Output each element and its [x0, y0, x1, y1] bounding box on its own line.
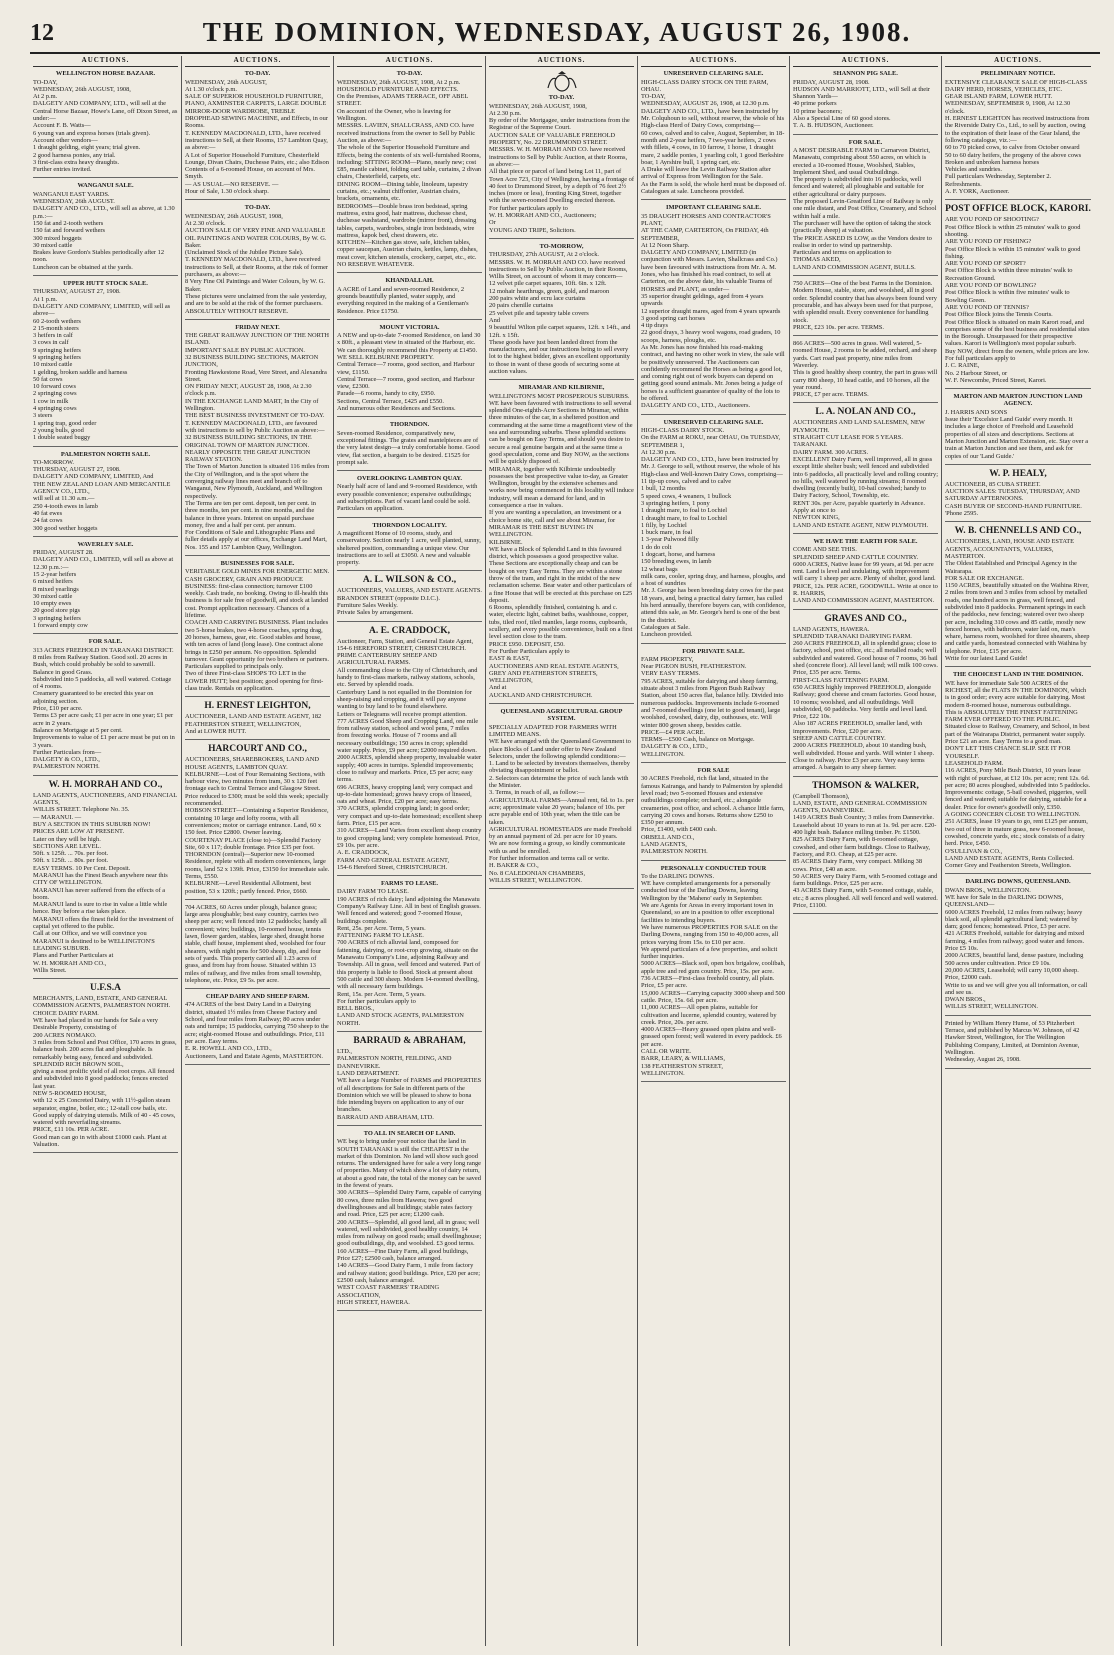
- notice-heading: U.F.S.A: [89, 983, 122, 994]
- notice-body: A magnificent Home of 10 rooms, study, and conservatory. Section nearly 1 acre, well planted, sunny, sheltered position, commanding a unique view. Our instructions are to sell at £3050. A new and valuable property.: [337, 529, 481, 567]
- notice-h-ernest-leighton: [185, 701, 330, 740]
- notice-waverley-sale: [33, 541, 178, 635]
- notice-heading: TO-DAY.: [244, 70, 271, 78]
- notice-body: THURSDAY, 27th AUGUST, At 2 o'clock. MESSRS. W. H. MORRAH AND CO. have received instructions to Sell by Public Auction, in their Rooms, Willis Street, on account of whom it may concern— 12 velvet pile carpet squares, 10ft. 6in. x 12ft. 12 mohair hearthrugs, green, gold, and maroon 200 pairs white and ecru lace curtains 20 pairs chenille curtains 25 velvet pile and tapestry table covers And 9 beautiful Wilton pile carpet squares, 12ft. x 14ft., and 12ft. x 15ft. These goods have just been landed direct from the manufacturers, and our instructions being to sell every lot to the highest bidder, gives an excellent opportunity to those in want of these goods of securing some at auction values.: [489, 251, 631, 375]
- notice-heading: UNRESERVED CLEARING SALE.: [663, 70, 764, 78]
- notice-overlooking-lambton-quay: [337, 475, 482, 517]
- notice-body: LAND AGENTS, HAWERA. SPLENDID TARANAKI DAIRYING FARM. 260 ACRES FREEHOLD, all in splendid grass; close to factory, school, post office, etc.; all metalled roads; well subdivided and watered. Good house of 7 rooms, 36 bail shed (concrete floor). All level land; will milk 100 cows. Price, £35 per acre. Terms. FIRST-CLASS FATTENING FARM. 650 ACRES highly improved FREEHOLD, alongside Railway; good cheese and cream factories. Good house, 10 rooms; woolshed, and all outbuildings. Well subdivided, 60 paddocks. Very fertile and level land. Price, £22 10s. Also 187 ACRES FREEHOLD, smaller land, with improvements. Price, £20 per acre. SHEEP AND CATTLE COUNTRY. 2000 ACRES FREEHOLD, about 10 standing bush, well subdivided. House and yards. Will winter 1 sheep. Close to railway. Price £3 per acre. Very easy terms arranged. A bargain to any sheep farmer.: [793, 625, 938, 772]
- notice-body: DAIRY FARM TO LEASE. 190 ACRES of rich dairy; land adjoining the Manawatu Company's Railway Line. All in best of English grasses. Well fenced and watered; good 7-roomed House, buildings complete. Rent, 25s. per Acre. Term, 5 years. FATTENING FARM TO LEASE. 700 ACRES of rich alluvial land, composed for fattening, dairying, or root-crop growing, situate on the Manawatu Company's Line, adjoining Railway and Township. All in grass, well fenced and watered. Part of this property is liable to flood. Stock at present about 500 cattle and 300 sheep. Modern 14-roomed dwelling, with all necessary farm buildings. Rent, 15s. per Acre. Term, 5 years. For further particulars apply to BELL BROS., LAND AND STOCK AGENTS, PALMERSTON NORTH.: [337, 888, 481, 1027]
- notice-heading: FOR PRIVATE SALE.: [682, 647, 745, 655]
- notice-body: AUCTIONEERS, LAND, HOUSE AND ESTATE AGENTS, ACCOUNTANTS, VALUERS, MASTERTON. The Oldest Established and Principal Agency in the Wairarapa. FOR SALE OR EXCHANGE. 1150 ACRES, beautifully situated on the Waihina River, 2 miles from town and 3 miles from school by metalled roads, one hundred acres in grass, well fenced, and subdivided into 8 paddocks. Permanent springs in each of the paddocks, new fencing; watered over two sheep per acre, including 310 cows and 85 cattle, mostly new fenced homes, with bathroom, water laid on, man's whare, harness room, woolshed for three shearers, sheep and cattle yards, homestead connected with Waihina by telephone. Price, £15 per acre. Write for our latest Land Guide!: [945, 538, 1090, 663]
- notice-a-l-wilson-co: [337, 575, 482, 621]
- notice-heading: DARLING DOWNS, QUEENSLAND.: [965, 878, 1071, 886]
- notice-a-e-craddock: [337, 626, 482, 877]
- notice-friday-next: [185, 324, 330, 556]
- notice-graves-and-co: [793, 614, 938, 777]
- notice-body: EXTENSIVE CLEARANCE SALE OF HIGH-CLASS DAIRY HERD, HORSES, VEHICLES, ETC. GEAR ISLAND FARM, LOWER HUTT. WEDNESDAY, SEPTEMBER 9, 1908, At 12.30 o'clock. H. ERNEST LEIGHTON has received instructions from the Riverside Dairy Co., Ltd., to sell by auction, owing to the expiration of their lease of the Gear Island, the following catalogue, viz.:— 60 to 70 picked cows, to calve from October onward 50 to 60 dairy heifers, the progeny of the above cows Broken and unbroken harness horses Vehicles and sundries. Full particulars Wednesday, September 2. Refreshments. A. F. YORK, Auctioneer.: [945, 78, 1090, 196]
- notice-750-acres-one-of-the-best-farms-in-the-d: [793, 280, 938, 336]
- column-6: [790, 56, 942, 1646]
- notice-heading: UNRESERVED CLEARING SALE.: [663, 418, 764, 426]
- notice-queensland-agricultural-group-system: [489, 708, 634, 889]
- notice-shannon-pig-sale: [793, 70, 938, 134]
- notice-heading: GRAVES AND CO.,: [824, 613, 907, 624]
- notice-body: WEDNESDAY, 26th AUGUST, At 1.30 o'clock p.m. SALE OF SUPERIOR HOUSEHOLD FURNITURE, PIANO, AXMINSTER CARPETS, LARGE DOUBLE MIRROR-DOOR WARDROBE, TREBLE DROPHEAD SEWING MACHINE, and Effects, in our Rooms. T. KENNEDY MACDONALD, LTD., have received instructions to Sell, at their Rooms, 157 Lambton Quay, as above:— A Lot of Superior Household Furniture, Chesterfield Lounge, Divan Chairs, Duchesse Pairs, etc.; also Edison Contents of a 6-roomed House, on account of Mrs. Smyth. — AS USUAL—NO RESERVE. — Hour of Sale, 1.30 o'clock sharp.: [185, 78, 329, 196]
- notice-to-day: [489, 94, 634, 239]
- column-4: [486, 56, 638, 1646]
- column-7: [942, 56, 1094, 1646]
- notice-body: LTD., PALMERSTON NORTH, FEILDING, AND DANNEVIRKE. LAND DEPARTMENT. WE have a large Number of FARMS and PROPERTIES of all descriptions for Sale in different parts of the Dominion which we will be pleased to show to bona fide intending buyers on application to any of our branches. BARRAUD AND ABRAHAM, LTD.: [337, 1048, 482, 1121]
- notice-l-a-nolan-and-co: [793, 407, 938, 533]
- notice-body: FRIDAY, AUGUST 28. DALGETY AND CO., LIMITED, will sell as above at 12.30 p.m.:— 15 2-year heifers 6 mixed heifers 8 mixed yearlings 30 mixed cattle 10 empty ewes 20 good store pigs 3 springing heifers 1 forward empty cow: [33, 549, 174, 630]
- notice-businesses-for-sale: [185, 560, 330, 697]
- notice-heading: TO-DAY.: [244, 204, 271, 212]
- notice-body: Auctioneer, Farm, Station, and General Estate Agent, 154-6 HEREFORD STREET, CHRISTCHURCH. PRIME CANTERBURY SHEEP AND AGRICULTURAL FARMS. All commanding close to the City of Christchurch, and handy to first-class markets, railway stations, schools, etc. Served by splendid roads. Canterbury Land is not equalled in the Dominion for sheep-raising and cropping, and it will pay anyone wanting to buy land to be found elsewhere. Letters or Telegrams will receive prompt attention. 777 ACRES Good Sheep and Cropping Land, one mile from railway station, school and wool pens, 7 miles from freezing works. House of 7 rooms and all necessary outbuildings; 150 acres in crop; splendid water supply. Price, £9 per acre; £2000 required down. 2000 ACRES, splendid sheep property, invaluable water supply; 400 acres in turnips. Splendid improvements; close to railway and markets. Price, £5 per acre; easy terms. 696 ACRES, heavy cropping land; very compact and up-to-date homestead; grows heavy crops of linseed, oats and wheat. Price, £20 per acre; easy terms. 370 ACRES, splendid cropping land; in good order; very compact and up-to-date homestead; excellent sheep farm. Price, £15 per acre. 310 ACRES—Land Varies from excellent sheep country to good cropping land; very complete homestead. Price, £9 10s. per acre. A. E. CRADDOCK, FARM AND GENERAL ESTATE AGENT, 154-6 Hereford Street, CHRISTCHURCH.: [337, 637, 482, 871]
- notice-preliminary-notice: [945, 70, 1091, 200]
- notice-body: FARM PROPERTY, Near PIGEON BUSH, FEATHERSTON. VERY EASY TERMS. 795 ACRES, suitable for dairying and sheep farming, situate about 3 miles from Pigeon Bush Railway Station, about 150 acres flat, balance hilly. Divided into numerous paddocks. Improvements include 6-roomed and 7-roomed dwellings (one let to good tenant), large woolshed, cowshed, dairy, dip, outhouses, etc. Will winter 800 grown sheep, besides cattle. PRICE—£4 PER ACRE. TERMS—£500 Cash, balance on Mortgage. DALGETY & CO., LTD., WELLINGTON.: [641, 655, 784, 758]
- notice-heading: WANGANUI SALE.: [77, 182, 134, 190]
- notice-heading: PRELIMINARY NOTICE.: [980, 70, 1056, 78]
- notice-wanganui-sale: [33, 182, 178, 276]
- notice-body: 313 ACRES FREEHOLD IN TARANAKI DISTRICT. 8 miles from Railway Station. Good soil. 20 acres in Bush, which could probably be sold to sawmill. Balance in good Grass. Subdivided into 5 paddocks, all well watered. Cottage of 4 rooms. Creamery guaranteed to be erected this year on adjoining section. Price, £10 per acre. Terms £3 per acre cash; £1 per acre in one year; £1 per acre in 2 years. Balance on Mortgage at 5 per cent. Improvements to value of £1 per acre must be put on in 3 years. Further Particulars from— DALGETY & CO., LTD., PALMERSTON NORTH.: [33, 646, 175, 771]
- notice-body: THURSDAY, AUGUST 27, 1908. At 1 p.m. DALGETY AND COMPANY, LIMITED, will sell as above— 60 2-tooth wethers 2 15-month steers 3 heifers in calf 3 cows in calf 9 springing heifers 9 springing heifers 10 mixed cattle 1 gelding, broken saddle and harness 50 fat cows 10 forward cows 2 springing cows 1 cow in milk 4 springing cows 3 steers 1 spring trap, good order 2 young bulls, good 1 double seated buggy: [33, 288, 171, 442]
- notice-barraud-abraham: [337, 1036, 482, 1126]
- notice-heading: TO-MORROW,: [539, 242, 584, 250]
- notice-body: HIGH-CLASS DAIRY STOCK. On the FARM at ROKU, near OHAU, On TUESDAY, SEPTEMBER 1, At 12.30 p.m. DALGETY AND CO., LTD., have been instructed by Mr. J. George to sell, without reserve, the whole of his High-class and Well-known Dairy Cows, comprising— 11 tip-up cows, calved and to calve 1 bull, 12 months 5 speed cows, 4 weaners, 1 bullock 3 springing heifers, 1 pony 1 draught mare, to foal to Lochiel 1 draught mare, to foal to Lochiel 1 filly, by Lochiel 1 buck mare, in foal 1 3-year Pulwood filly 1 do do colt 1 dogcart, horse, and harness 150 breeding ewes, in lamb 12 wheat bags milk cans, cooler, spring dray, and harness, ploughs, and a host of sundries Mr. J. George has been breeding dairy cows for the past 18 years, and, being a practical dairy farmer, has culled his herd annually, therefore buyers can, with confidence, attend this sale, as Mr. George's herd is one of the best in the district. Catalogues at Sale. Luncheon provided.: [641, 426, 786, 639]
- notice-heading: FOR SALE: [697, 767, 730, 775]
- notice-body: A MOST DESIRABLE FARM in Carnarvon District, Manawatu, comprising about 550 acres, on which is erected a 10-roomed House, Woolshed, Stables, Implement Shed, and usual Outbuildings. The property is subdivided into 16 paddocks, well fenced and watered; all ploughable and suitable for either agricultural or dairy purposes. The proposed Levin-Greatford Line of Railway is only one mile distant, and Post Office, Creamery, and School within half a mile. The purchaser will have the option of taking the stock (practically sheep) at valuation. The PRICE ASKED IS LOW, as the Vendors desire to realise in order to wind up partnership. Particulars and terms on application to THOMAS AKED, LAND AND COMMISSION AGENT, BULLS.: [793, 146, 937, 271]
- notice-body: TO-MORROW. THURSDAY, AUGUST 27, 1908. DALGETY AND COMPANY, LIMITED, And THE NEW ZEALAND LOAN AND MERCANTILE AGENCY CO., LTD., will sell at 11.30 a.m.— 250 4-tooth ewes in lamb 40 fat ewes 24 fat cows 300 good wether hoggets: [33, 458, 171, 532]
- notice-heading: TO-DAY.: [548, 94, 575, 102]
- notice-u-f-s-a: [33, 983, 178, 1153]
- notice-heading: THOMSON & WALKER,: [812, 780, 919, 791]
- column-5: [638, 56, 790, 1646]
- notice-body: 35 DRAUGHT HORSES AND CONTRACTOR'S PLANT, AT THE CAMP, CARTERTON, On FRIDAY, 4th SEPTEMBER, At 12 Noon Sharp. DALGETY AND COMPANY, LIMITED (in conjunction with Messrs. Lavien, Shallcrass and Co.) have been favoured with instructions from Mr. A. M. Jones, who has finished his road contract, to sell at Carterton, on the above date, his valuable Teams of HORSES and PLANT, as under— 35 superior draught geldings, aged from 4 years upwards 12 superior draught mares, aged from 4 years upwards 3 good spring cart horses 4 tip drays 22 good drays, 3 heavy wool wagons, road graders, 10 scoops, harness, ploughs, etc. As Mr. Jones has now finished his road-making contract, and having no other work in view, the sale will be positively unreserved. The Auctioneers can confidently recommend the Horses as being a good lot, and coming right out of work buyers can depend on getting good sound animals. Mr. Jones being a judge of horses is a sufficient guarantee of quality of the lots to be offered. DALGETY AND CO., LTD., Auctioneers.: [641, 212, 785, 410]
- notice-866-acres-500-acres-in-grass-well-watere: [793, 340, 938, 403]
- column-2: [182, 56, 334, 1646]
- notice-mount-victoria: [337, 324, 482, 418]
- notice-body: WE beg to bring under your notice that the land in SOUTH TARANAKI is still the CHEAPEST in the market of this Dominion. No land will show such good returns. The undersigned have for sale a very long range of properties. Many of which show a lot of dairy return, at about a good rate, the total of the money can be saved in the fewest of years. 300 ACRES—Splendid Dairy Farm, capable of carrying 80 cows, three miles from Hawera; two good dwellinghouses and all buildings; stable rates factory and road. Price, £25 per acre; £1200 cash. 200 ACRES—Splendid, all good land, all in grass; well watered, well subdivided, good healthy country, 14 miles from railway on good roads; small dwellinghouse; good outbuildings, dip, and woolshed. £3 good terms. 160 ACRES—Fine Dairy Farm, all good buildings, Price £27; £2500 cash, balance arranged. 140 ACRES—Good Dairy Farm, 1 mile from factory and railway station; good buildings. Price, £20 per acre; £2500 cash, balance arranged. WEST COAST FARMERS' TRADING ASSOCIATION, HIGH STREET, HAWERA.: [337, 1138, 482, 1306]
- columns: [30, 56, 1100, 1646]
- notice-to-day: [185, 70, 330, 200]
- notice-miramar-and-kilbirnie: [489, 384, 634, 704]
- notice-body: WEDNESDAY, 26th AUGUST, 1908, At 2 p.m. HOUSEHOLD FURNITURE AND EFFECTS. On the Premises, ADAMS TERRACE, OFF ABEL STREET. On account of the Owner, who is leaving for Wellington. MESSRS. LAVIEN, SHALLCRASS, AND CO. have received instructions from the owner to Sell by Public Auction, as above:— The whole of the Superior Household Furniture and Effects, being the contents of six well-furnished Rooms, including: SITTING ROOM—Piano, nearly new; cost £85, mantle cabinet, folding card table, curtains, 2 divan chairs, Chesterfield, carpets, etc. DINING ROOM—Dining table, linoleum, tapestry curtains, etc.; walnut chiffonier, Austrian chairs, brackets, ornaments, etc. BEDROOMS—Double brass iron bedstead, spring mattress, extra good, hair mattress, duchesse chest, duchesse washstand, wardrobe (mirror front), dressing tables, carpets, wardrobes, single iron bedsteads, wire mattress, kapok bed, chest drawers, etc. KITCHEN—Kitchen gas stove, safe, kitchen tables, copper saucepan, Austrian chairs, kettles, lamp, dishes, meat cover, kitchen utensils, crockery, carpet, etc., etc. NO RESERVE WHATEVER.: [337, 78, 482, 269]
- notice-w-h-morrah-and-co: [33, 780, 178, 979]
- notice-heading: W. H. MORRAH AND CO.,: [48, 779, 163, 790]
- notice-body: SPECIALLY ADAPTED FOR FARMERS WITH LIMITED MEANS. WE have arranged with the Queensland Government to place Blocks of Land under offer to New Zealand Selectors, under the following splendid conditions:— 1. Land to be selected by investors themselves, thereby obviating disappointment or ballot. 2. Selectors can determine the price of such lands with the Minister. 3. Terms, in reach of all, as follow:— AGRICULTURAL FARMS—Annual rent, 6d. to 1s. per acre; approximate value 20 years; balance of 10s. per acre payable end of 10th year, when the title can be taken. AGRICULTURAL HOMESTEADS are made Freehold by an annual payment of 2d. per acre for 10 years. We are now forming a group, so kindly communicate with us and be enrolled. For further information and terms call or write. H. BAKER & CO., No. 8 CALEDONIAN CHAMBERS, WILLIS STREET, WELLINGTON.: [489, 723, 634, 884]
- notice-for-private-sale: [641, 648, 786, 763]
- notice-heading: FRIDAY NEXT.: [235, 323, 280, 331]
- notice-to-morrow: [489, 243, 634, 380]
- notice-thorndon-locality: [337, 522, 482, 572]
- notice-heading: KHANDALLAH.: [385, 277, 434, 285]
- notice-wellington-horse-bazaar: [33, 70, 178, 178]
- notice-heading: TO ALL IN SEARCH OF LAND.: [363, 1130, 456, 1137]
- notice-body: J. HARRIS AND SONS Issue their 'Excelsior Land Guide' every month. It includes a large choice of Freehold and Leasehold properties of all sizes and descriptions. Sections at Marton Junction and Marton Extension, etc. Stay over a train at Marton Junction and see them, and ask for copies of our 'Land Guide.': [945, 408, 1089, 460]
- notice-to-all-in-search-of-land: [337, 1130, 482, 1311]
- notice-heading: W. P. HEALY,: [989, 468, 1047, 479]
- notice-body: 30 ACRES Freehold, rich flat land, situated in the famous Kairanga, and handy to Palmerston by splendid level road; two 5-roomed Houses and extensive outbuildings complete; orchard, etc.; alongside creameries, post office, and school. A chance little farm, carrying 20 cows and horses. Returns show £250 to £350 per annum. Price, £1400, with £400 cash. ORBELL AND CO., LAND AGENTS, PALMERSTON NORTH.: [641, 775, 785, 856]
- notice-personally-conducted-tour: [641, 865, 786, 1083]
- notice-heading: MARTON AND MARTON JUNCTION LAND AGENCY.: [953, 393, 1083, 408]
- notice-heading: HARCOURT AND CO.,: [208, 744, 307, 755]
- notice-heading: FOR SALE.: [88, 638, 123, 646]
- notice-body: Seven-roomed Residence, comparatively new, exceptional fittings. The grates and mantelpieces are of the very latest design—a truly comfortable home. Good view, flat section, a bargain to be desired. £1525 for prompt sale.: [337, 429, 480, 466]
- notice-body: WELLINGTON'S MOST PROSPEROUS SUBURBS. WE have been favoured with instructions to sell several splendid One-eighth-Acre Sections in Miramar, within three minutes of the car, in a sheltered position and commanding at the same time a magnificent view of the sea and surrounding suburbs. These splendid sections can be bought on Easy Terms, and should you desire to secure a real genuine bargain and at the same time a good speculation, come and Buy NOW, as the sections will be quickly disposed of. MIRAMAR, together with Kilbirnie undoubtedly possesses the best prospective value to-day, as Greater Wellington, brought by the extensive schemes and works now being commenced in this locality will induce industry, will mean a demand for land, and in consequence a rise in values. If you are wanting a speculation, an investment or a choice home site, call and see about Miramar, for MIRAMAR IS THE BEST BUYING IN WELLINGTON. KILBIRNIE. WE have a Block of Splendid Land in this favoured district, which possesses a good prospective value. These Sections are exceptionally cheap and can be bought on very Easy Terms. They are within a stone throw of the tram, and right in the midst of the new reclamation scheme. Bear water and other particulars of a fine House that will be erected at this purchase on £25 deposit. 6 Rooms, splendidly finished, containing h. and c. water, electric light, cabinet baths, washhouse, copper, tubs, tiled roof, tiled mantles, large rooms, cupboards, scullery, and every possible convenience, built on a first level section close to the tram. PRICE £950. DEPOSIT, £50. For Further Particulars apply to EAST & EAST, AUCTIONEERS AND REAL ESTATE AGENTS, GREY AND FEATHERSTON STREETS, WELLINGTON, And at AUCKLAND AND CHRISTCHURCH.: [489, 392, 634, 699]
- notice-printed-by-william-henry-hume-of-53-pitz: [945, 1020, 1091, 1069]
- notice-heading: UPPER HUTT STOCK SALE.: [63, 280, 148, 288]
- notice-body: HIGH-CLASS DAIRY STOCK ON THE FARM, OHAU. TO-DAY, WEDNESDAY, AUGUST 26, 1908, at 12.30 p.m. DALGETY AND CO., LTD., have been instructed by Mr. Colquhoun to sell, without reserve, the whole of his High-class Herd of Dairy Cows, comprising— 60 cows, calved and to calve, August, September, in 18-month and 2-year heifers, 7 two-year heifers, 2 cows with fillets, 4 cows, in 10 farrow, 1 horse, 1 draught mare, 2 saddle ponies, 1 yearling colt, 1 good Berkshire boar, 1 Ayrshire bull, 1 spring cart, etc. A Drake will leave the Levin Railway Station after arrival of Express from Wellington for the Sale. As the Farm is sold, the whole herd must be disposed of. Catalogues at sale. Luncheons provided.: [641, 78, 787, 196]
- column-header: AUCTIONS.: [337, 56, 482, 67]
- notice-704-acres-60-acres-under-plough-balance-: [185, 904, 330, 989]
- notice-to-day: [337, 70, 482, 273]
- notice-upper-hutt-stock-sale: [33, 280, 178, 447]
- notice-body: AUCTIONEERS AND LAND SALESMEN, NEW PLYMOUTH. STRAIGHT CUT LEASE FOR 5 YEARS. TARANAKI. DAIRY FARM. 300 ACRES. EXCELLENT Dairy Farm, well improved, all in grass except little shelter bush; well fenced and subdivided into 6 paddocks, all practically level and rolling country; no hills, well watered by running streams; 8 roomed dwelling (recently built), 10-bail cowshed; handy to Dairy Factory, School, Township, etc. RENT 30s. per Acre, payable quarterly in Advance. Apply at once to NEWTON KING, LAND AND ESTATE AGENT, NEW PLYMOUTH.: [793, 419, 938, 529]
- column-1: [30, 56, 182, 1646]
- royal-crest-icon: [542, 70, 582, 92]
- notice-heading: A. L. WILSON & CO.,: [362, 575, 457, 586]
- notice-heading: A. E. CRADDOCK,: [368, 625, 450, 636]
- notice-heading: FOR SALE.: [848, 138, 883, 146]
- notice-heading: WE HAVE THE EARTH FOR SALE.: [813, 537, 918, 545]
- column-header: AUCTIONS.: [793, 56, 938, 67]
- column-header: AUCTIONS.: [945, 56, 1091, 67]
- notice-body: MERCHANTS, LAND, ESTATE, AND GENERAL COMMISSION AGENTS, PALMERSTON NORTH. CHOICE DAIRY FARM. WE have had placed in our hands for Sale a very Desirable Property, consisting of 200 ACRES NOMAKO. 3 miles from School and Post Office, 170 acres in grass, balance bush. 200 acres flat and ploughable. Is remarkably being easy, fenced and subdivided. SPLENDID RICH BROWN SOIL, giving a most prolific yield of all root crops. All fenced and subdivided into 8 good paddocks; fences erected last year. NEW 5-ROOMED HOUSE, with 12 x 25 Concreted Dairy, with 11½-gallon steam separator, engine, boiler, etc.; 12-stall cow bails, etc. Good supply of dairying utensils. Milk of 40 - 45 cows, watered with neverfailing streams. PRICE, £11 10s. PER ACRE. Good man can go in with about £1000 cash. Plant at Valuation.: [33, 995, 177, 1149]
- notice-palmerston-north-sale: [33, 451, 178, 537]
- notice-for-sale: [641, 767, 786, 861]
- notice-body: To the DARLING DOWNS. WE have completed arrangements for a personally conducted tour of the Darling Downs, leaving Wellington by the 'Maheno' early in September. We are Agents for Areas in every important town in Queensland, so are in a position to offer exceptional facilities to intending buyers. We have numerous PROPERTIES FOR SALE on the Darling Downs, ranging from 150 to 40,000 acres, all prices varying from 15s. to £10 per acre. We append particulars of a few properties, and solicit further inquiries. 5000 ACRES—Black soil, open box brigalow, coolibah, apple tree and red gum country. Price, 15s. per acre. 736 ACRES—First-class freehold country, all plain. Price, £5 per acre. 15,000 ACRES—Carrying capacity 3000 sheep and 500 cattle. Price, 15s. 6d. per acre. 11,000 ACRES—All open plains, suitable for cultivation and lucerne, splendid country, watered by creek. Price, 20s. per acre. 4000 ACRES—Heavy grassed open plains and well-grassed open forest; well watered in every paddock. £6 per acre. CALL OR WRITE. BARR, LEARY, & WILLIAMS, 138 FEATHERSTON STREET, WELLINGTON.: [641, 872, 786, 1077]
- notice-body: A NEW and up-to-date 7-roomed Residence, on land 30 x 80ft., a pleasant view in situated of the Harbour, etc. We can thoroughly recommend this Property at £1450. WE SELL KELBURNE PROPERTY. Central Terrace—7 rooms, good section, and Harbour view, £1150. Central Terrace—7 rooms, good section, and Harbour view, £2300. Parade—6 rooms, handy to city, £950. Sections, Central Terrace, £425 and £550. And numerous other Residences and Sections.: [337, 332, 481, 413]
- notice-body: AUCTIONEERS, VALUERS, AND ESTATE AGENTS. BRANDON STREET (opposite D.I.C.). Furniture Sales Weekly. Private Sales by arrangement.: [337, 587, 482, 617]
- notice-important-clearing-sale: [641, 204, 786, 414]
- notice-body: (Campbell Thomson), LAND, ESTATE, AND GENERAL COMMISSION AGENTS, DANNEVIRKE. 1419 ACRES Bush Country; 3 miles from Dannevirke. Leasehold about 10 years to run at 1s. 9d. per acre. £20-400 light bush. Balance milling timber. Pr. £1500. 825 ACRES Dairy Farm, with 8-roomed cottage, cowshed, and other farm buildings. Close to Railway, Factory, and P.O. Cheap, at £25 per acre. 85 ACRES Dairy Farm, very compact. Milking 38 cows. Price, £40 an acre. 50 ACRES very Dairy Farm, with 5-roomed cottage and farm buildings. Price, £25 per acre. 43 ACRES Dairy Farm, with 5-roomed cottage, stable, etc.; 8 acres ploughed. All well fenced and well watered. Price, £1100.: [793, 792, 938, 909]
- notice-body: AUCTIONEER, LAND AND ESTATE AGENT, 182 FEATHERSTON STREET, WELLINGTON, And at LOWER HUTT.: [185, 713, 322, 735]
- notice-post-office-block-karori: [945, 204, 1091, 389]
- notice-body: 474 ACRES of the best Dairy Land in a Dairying district, situated 1½ miles from Cheese Factory and School, and four miles from Railway; 80 acres under oats and turnips; 15 paddocks, carrying 750 sheep to the acre; eight-roomed House and outbuildings. Price, £11 per acre. Easy terms. E. R. HOWELL AND CO., LTD., Auctioneers, Land and Estate Agents, MASTERTON.: [185, 1001, 329, 1060]
- notice-body: VERITABLE GOLD MINES FOR ENERGETIC MEN. CASH GROCERY, GRAIN AND PRODUCE BUSINESS: first-class connection; turnover £100 weekly. Cash trade, no booking. Owing to ill-health this business is for sale free of goodwill, and stock at landed cost. Prompt application necessary. Chances of a lifetime. COACH AND CARRYING BUSINESS. Plant includes two 5-horse brakes, two 4-horse coaches, spring drag, 20 horses, harness, gear, etc. Good stables and house, with ten acres of land (long lease). One contract alone brings in £250 per annum. No opposition. Splendid turnover. Grant opportunity for two brothers or partners. Particulars supplied to principals only. Two of three First-class SHOPS TO LET in the LOWER HUTT; best position; good opening for first-class trade. Rentals on application.: [185, 568, 330, 693]
- notice-heading: H. ERNEST LEIGHTON,: [204, 701, 311, 712]
- notice-cheap-dairy-and-sheep-farm: [185, 993, 330, 1065]
- notice-heading: THORNDON.: [389, 421, 430, 429]
- notice-body: Printed by William Henry Hume, of 53 Pitzherbert Terrace, and published by Marcus W. Johnson, of 42 Hawker Street, Wellington, for The Wellington Publishing Company, Limited, at Dominion Avenue, Wellington. Wednesday, August 26, 1908.: [945, 1019, 1080, 1064]
- notice-for-sale: [33, 638, 178, 775]
- notice-body: AUCTIONEER, 85 CUBA STREET. AUCTION SALES: TUESDAY, THURSDAY, AND SATURDAY AFTERNOONS. CASH BUYER OF SECOND-HAND FURNITURE. 'Phone 2595.: [945, 480, 1082, 518]
- notice-khandallah: [337, 277, 482, 319]
- notice-heading: PALMERSTON NORTH SALE.: [60, 450, 151, 458]
- notice-body: WEDNESDAY, 26th AUGUST, 1908, At 2.30 o'clock. AUCTION SALE OF VERY FINE AND VALUABLE OIL PAINTINGS AND WATER COLOURS, By W. G. Baker. (Unclaimed Stock of the Jubilee Picture Sale). T. KENNEDY MACDONALD, LTD., have received instructions to Sell, at their Rooms, at the risk of former purchasers, as above:— 8 Very Fine Oil Paintings and Water Colours, by W. G. Baker. These pictures were unclaimed from the sale yesterday, and are to be sold at the risk of the former purchasers. ABSOLUTELY WITHOUT RESERVE.: [185, 212, 329, 315]
- notice-heading: WAVERLEY SALE.: [77, 540, 134, 548]
- notice-we-have-the-earth-for-sale: [793, 538, 938, 610]
- notice-farms-to-lease: [337, 880, 482, 1032]
- notice-body: COME AND SEE THIS. SPLENDID SHEEP AND CATTLE COUNTRY. 6000 ACRES, Native lease for 99 years, at 9d. per acre rent. Land is level and undulating, with improvement will carry 1 sheep per acre. Plenty of shelter, good land. PRICE, 12s. PER ACRE, GOODWILL. Write at once to R. HARRIS, LAND AND COMMISSION AGENT, MASTERTON.: [793, 546, 938, 605]
- notice-heading: IMPORTANT CLEARING SALE.: [666, 204, 761, 212]
- notice-w-b-chennells-and-co: [945, 526, 1091, 667]
- notice-body: DWAN BROS., WELLINGTON. WE have for Sale in the DARLING DOWNS, QUEENSLAND— 6000 ACRES Freehold, 12 miles from railway; heavy black soil, all splendid agricultural land; watered by dam; good fences; homestead. Price, £3 per acre. 421 ACRES Freehold, suitable for dairying and mixed farming, 4 miles from railway; good water and fences. Price £5 10s. 2000 ACRES, beautiful land, dense pasture, including 500 acres under cultivation. Price £9 10s. 20,000 ACRES, Leasehold; will carry 10,000 sheep. Price, £2000 cash. Write to us and we will give you all information, or call and see us. DWAN BROS., WILLIS STREET, WELLINGTON.: [945, 886, 1088, 1011]
- notice-heading: WELLINGTON HORSE BAZAAR.: [55, 70, 156, 78]
- notice-the-choicest-land-in-the-dominion: [945, 671, 1091, 874]
- notice-body: WEDNESDAY, 26th AUGUST, 1908, At 2.30 p.m. By order of the Mortgagee, under instructions from the Registrar of the Supreme Court. AUCTION SALE OF VALUABLE FREEHOLD PROPERTY, No. 22 DRUMMOND STREET. MESSRS. W. H. MORRAH AND CO. have received instructions to Sell by Public Auction, at their Rooms, as above:— All that piece or parcel of land being Lot 11, part of Town Acre 723, City of Wellington, having a frontage of 40 feet to Drummond Street, by a depth of 76 feet 2½ inches (more or less), fronting King Street, together with the seven-roomed Dwelling erected thereon. For further particulars apply to W. H. MORRAH AND CO., Auctioneers; Or YOUNG AND TRIPE, Solicitors.: [489, 102, 634, 234]
- notice-body: 704 ACRES, 60 Acres under plough, balance grass; large area ploughable; best easy country, carries two sheep per acre; well fenced into 12 paddocks; handy all convenient; wire; buildings, 10-roomed house, tennis lawn, flower garden, stables, large shed, draught horse stable, chaff house, implement shed, woolshed for four shearers, with night pens for 500 sheep, dip, and four sets of yards. This property carried all 1.23 acres of grass, and from hay from house. Situated within 13 miles of railway, and five miles from small township, telephone, etc. Price, £9 5s. per acre.: [185, 903, 327, 984]
- notice-heading: BUSINESSES FOR SALE.: [220, 560, 295, 567]
- column-header: AUCTIONS.: [641, 56, 786, 67]
- notice-for-sale: [793, 139, 938, 276]
- notice-body: Nearly half acre of land and 9-roomed Residence, with every possible convenience; expensive outbuildings; and subscriptions. Part of vacant land could be sold. Particulars on application.: [337, 483, 478, 513]
- notice-darling-downs-queensland: [945, 878, 1091, 1015]
- notice-body: TO-DAY, WEDNESDAY, 26th AUGUST, 1908, At 2 p.m. DALGETY AND COMPANY, LTD., will sell at the Central Horse Bazaar, Howe's Lane, off Dixon Street, as under:— Account F. B. Watts— 6 young van and express horses (trials given). Account other vendors— 1 draught gelding, eight years; trial given. 2 good harness ponies, any trial. 3 first-class extra heavy draughts. Further entries invited.: [33, 78, 178, 174]
- column-3: [334, 56, 486, 1646]
- notice-body: 750 ACRES—One of the best Farms in the Dominion. Modern House, stable, store, and woolshed, all in good order. Splendid country that has always been found very procurable, and has always been used for that purpose, with splendid result. Every convenience for handling stock. PRICE, £23 10s. per acre. TERMS.: [793, 280, 937, 331]
- notice-body: 866 ACRES—500 acres in grass. Well watered, 5-roomed House, 2 rooms to be added, orchard, and sheep yards. Cart road past property, nine miles from Waverley. This is good healthy sheep country, the part in grass will carry 800 sheep, 10 head cattle, and 10 horses, all the year round. PRICE, £7 per acre. TERMS.: [793, 340, 938, 399]
- masthead: [0, 0, 1114, 48]
- notice-heading: SHANNON PIG SALE.: [833, 70, 898, 78]
- notice-heading: POST OFFICE BLOCK, KARORI.: [945, 204, 1091, 215]
- notice-body: ARE YOU FOND OF SHOOTING? Post Office Block is within 25 minutes' walk to good shooting. ARE YOU FOND OF FISHING? Post Office Block is within 15 minutes' walk to good fishing. ARE YOU FOND OF SPORT? Post Office Block is within three minutes' walk to Recreation Ground. ARE YOU FOND OF BOWLING? Post Office Block is within five minutes' walk to Bowling Green. ARE YOU FOND OF TENNIS? Post Office Block joins the Tennis Courts. Post Office Block is situated on main Karori road, and comprises some of the best business and residential sites in the Borough. Unsurpassed for their prospective values. Karori is Wellington's most popular suburb. Buy NOW, direct from the owners, while prices are low. For full particulars apply to J. C. RAINE, No. 2 Harbour Street, or W. F. Newcombe, Priced Street, Karori.: [945, 216, 1090, 384]
- newspaper-title: THE DOMINION, WEDNESDAY, AUGUST 26, 1908.: [202, 17, 912, 47]
- masthead-rule: [30, 52, 1100, 54]
- notice-heading: PERSONALLY CONDUCTED TOUR: [660, 864, 767, 872]
- notice-thorndon: [337, 421, 482, 471]
- column-header: AUCTIONS.: [33, 56, 178, 67]
- notice-heading: THE CHOICEST LAND IN THE DOMINION.: [952, 671, 1084, 679]
- notice-heading: QUEENSLAND AGRICULTURAL GROUP SYSTEM.: [500, 708, 623, 723]
- notice-heading: FARMS TO LEASE.: [381, 880, 438, 888]
- notice-body: A ACRE of Land and seven-roomed Residence, 2 grounds beautifully planted, water supply, and everything required in the making of a Gentleman's Residence. Price £1750.: [337, 285, 469, 315]
- page-number: 12: [30, 20, 54, 46]
- notice-body: AUCTIONEERS, SHAREBROKERS, LAND AND HOUSE AGENTS, LAMBTON QUAY. KELBURNE—Lost of Four Remaining Sections, with harbour view, two minutes from tram, 30 x 120 feet frontage each to Central Terrace and Glasgow Street. Price reduced to £300; must be sold this week; specially recommended. HOBSON STREET—Containing a Superior Residence, containing 10 large and lofty rooms, with all conveniences; motor or carriage entrance. Land, 60 x 150 feet. Price £2800. Owner leaving. COURTENAY PLACE (close to)—Splendid Factory Site, 60 x 117; double frontage. Price £35 per foot. THORNDON (central)—Superior new 10-roomed Residence, replete with all modern conveniences, large rooms, land 52 x 139ft. Price, £3150 for immediate sale. Terms, £550. KELBURNE—Level Residential Allotment, best position, 53 x 120ft.; partly fenced. Price, £660.: [185, 756, 330, 895]
- notice-body: FRIDAY, AUGUST 28, 1908. HUDSON AND MARRIOTT, LTD., will Sell at their Shannon Yards— 40 prime porkers 10 prime baconers; Also a Special Line of 60 good stores. T. A. B. HUDSON, Auctioneer.: [793, 78, 931, 130]
- notice-body: WE have for immediate Sale 500 ACRES of the RICHEST, all the FLATS IN THE DOMINION, which is in good order; every acre suitable for dairying. Most modern 8-roomed house, numerous outbuildings. This is ABSOLUTELY THE FINEST FATTENING FARM EVER OFFERED TO THE PUBLIC. Situated close to Railway, Creamery, and School, in best part of the Wairarapa District, permanent water supply. Price £21 an acre. Easy Terms to a good man. DON'T LET THIS CHANCE SLIP. SEE IT FOR YOURSELF. LEASEHOLD FARM. 116 ACRES, Pony Mile Bush District, 10 years lease with right of purchase, at £12 10s. per acre; rent 12s. 6d. per acre; 80 acres ploughed, subdivided into 5 paddocks. Improvements: cottage, 5-bail cowshed, piggeries, well fenced and watered; suitable for dairying, suitable for a dealer. Price for owner's goodwill only, £350. A GOING CONCERN CLOSE TO WELLINGTON. 251 ACRES, lease 19 years to go, rent £125 per annum, two out of three in mature grass, new 6-roomed house, cowshed, concrete yards, etc.; stock consists of a dairy herd. Price, £450. O'SULLIVAN & CO., LAND AND ESTATE AGENTS, Rents Collected. Corner Grey and Featherston Streets, Wellington.: [945, 679, 1091, 870]
- notice-harcourt-and-co: [185, 744, 330, 900]
- notice-heading: TO-DAY.: [396, 70, 423, 78]
- notice-body: LAND AGENTS, AUCTIONEERS, AND FINANCIAL AGENTS, WILLIS STREET. Telephone No. 35. — MARANUI. — BUY A SECTION IN THIS SUBURB NOW! PRICES ARE LOW AT PRESENT. Later on they will be high. SECTIONS ARE LEVEL. 50ft. x 125ft. ... 70s. per foot. 50ft. x 125ft. ... 80s. per foot. EASY TERMS. 10 Per Cent. Deposit. MARANUI has the Finest Beach anywhere near this CITY OF WELLINGTON. MARANUI has never suffered from the effects of a boom. MARANUI land is sure to rise in value a little while hence. Buy before a rise takes place. MARANUI offers the finest field for the investment of capital yet offered to the public. Call at our Office, and we will convince you MARANUI is destined to be WELLINGTON'S LEADING SUBURB. Plans and Further Particulars at W. H. MORRAH AND CO., Willis Street.: [33, 791, 177, 974]
- column-header: AUCTIONS.: [185, 56, 330, 67]
- notice-body: THE GREAT RAILWAY JUNCTION OF THE NORTH ISLAND. IMPORTANT SALE BY PUBLIC AUCTION. 32 BUSINESS BUILDING SECTIONS, MARTON JUNCTION, Fronting Hawkestone Road, Vere Street, and Alexandra Street. ON FRIDAY NEXT, AUGUST 28, 1908, At 2.30 o'clock p.m. IN THE EXCHANGE LAND MART, In the City of Wellington. THE BEST BUSINESS INVESTMENT OF TO-DAY. T. KENNEDY MACDONALD, LTD., are favoured with instructions to sell by Public Auction as above:— 32 BUSINESS BUILDING SECTIONS, IN THE ORIGINAL TOWN OF MARTON JUNCTION. NEARLY OPPOSITE THE GREAT JUNCTION RAILWAY STATION. The Town of Marton Junction is situated 116 miles from the City of Wellington, and is the spot where the converging railway lines meet and branch off to Wanganui, New Plymouth, Auckland, and Wellington respectively. The Terms are ten per cent. deposit, ten per cent. in three months, ten per cent. in nine months, and the balance in three years. Interest on unpaid purchase money, five and a half per cent. per annum. For Conditions of Sale and Lithographic Plans and fuller details apply at our offices, Exchange Land Mart, Nos. 155 and 157 Lambton Quay, Wellington.: [185, 332, 330, 551]
- notice-heading: OVERLOOKING LAMBTON QUAY.: [356, 475, 463, 483]
- column-header: AUCTIONS.: [489, 56, 634, 67]
- notice-unreserved-clearing-sale: [641, 70, 786, 200]
- notice-to-day: [185, 204, 330, 319]
- notice-marton-and-marton-junction-land-agency: [945, 393, 1091, 465]
- notice-unreserved-clearing-sale: [641, 419, 786, 644]
- notice-body: WANGANUI EAST YARDS. WEDNESDAY, 26th AUGUST. DALGETY AND CO., LTD., will sell as above, at 1.30 p.m.:— 150 fat and 2-tooth wethers 150 fat and forward wethers 300 mixed hoggets 30 mixed cattle Brakes leave Gordon's Stables periodically after 12 noon. Luncheon can be obtained at the yards.: [33, 190, 175, 271]
- notice-heading: L. A. NOLAN AND CO.,: [815, 407, 916, 418]
- notice-w-p-healy: [945, 469, 1091, 522]
- notice-thomson-walker: [793, 781, 938, 915]
- notice-heading: MIRAMAR AND KILBIRNIE,: [518, 384, 605, 392]
- notice-heading: MOUNT VICTORIA.: [379, 323, 440, 331]
- notice-heading: W. B. CHENNELLS AND CO.,: [954, 526, 1082, 537]
- notice-heading: BARRAUD & ABRAHAM,: [353, 1036, 466, 1047]
- notice-heading: CHEAP DAIRY AND SHEEP FARM.: [205, 993, 310, 1001]
- notice-heading: THORNDON LOCALITY.: [372, 521, 447, 529]
